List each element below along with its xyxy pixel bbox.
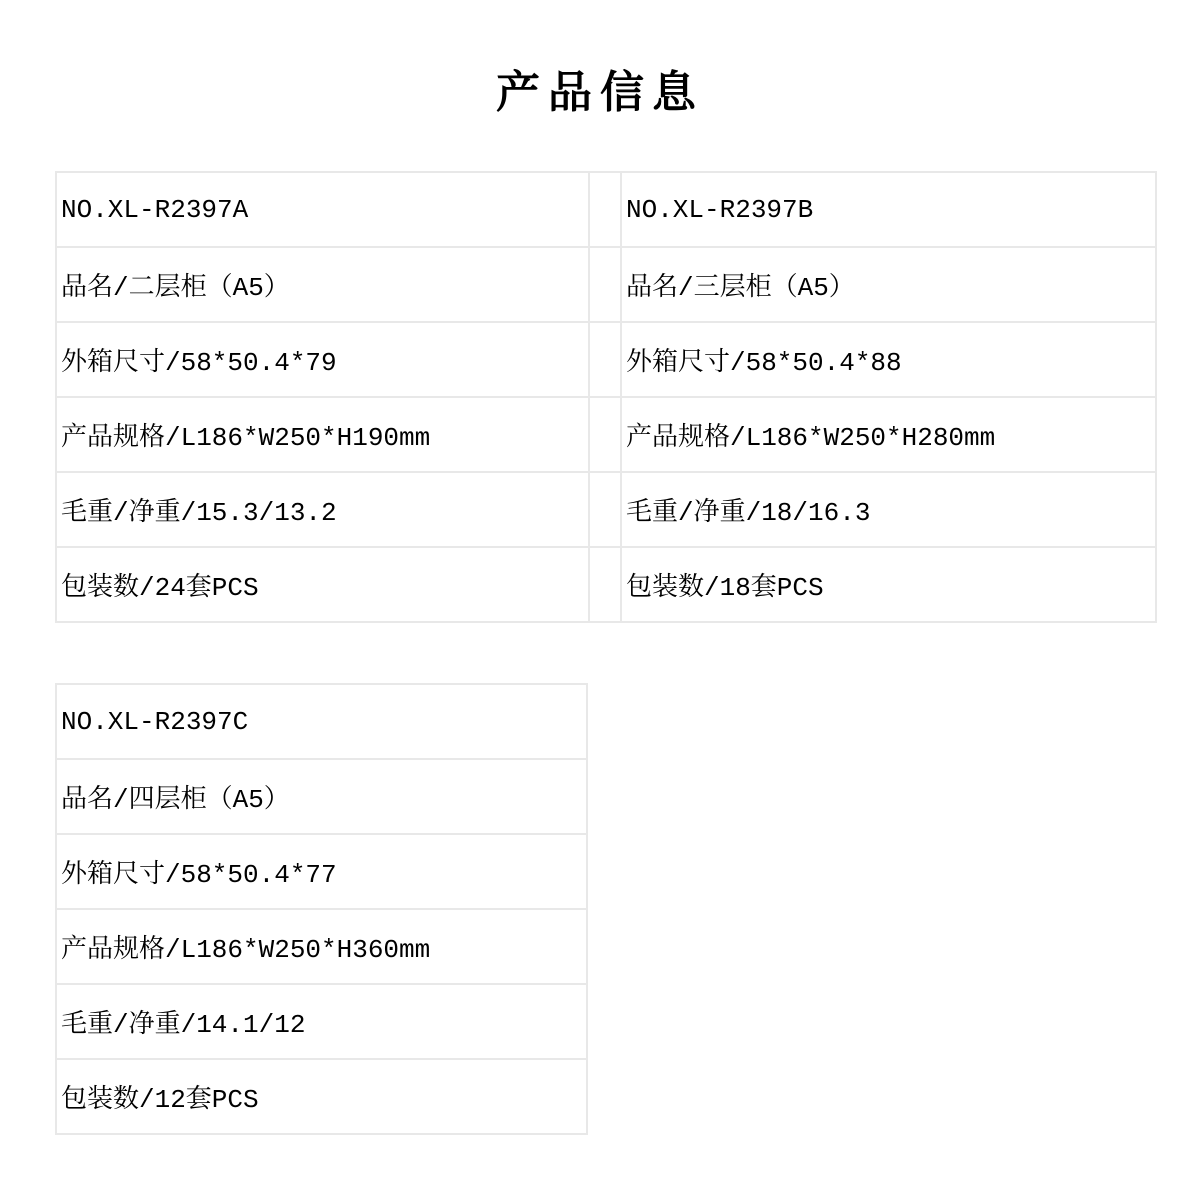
product-a-packing-cell: 包装数/24套PCS <box>56 547 589 622</box>
product-a-spec-cell: 产品规格/L186*W250*H190mm <box>56 397 589 472</box>
product-b-weight-cell: 毛重/净重/18/16.3 <box>621 472 1156 547</box>
table-row <box>56 834 587 909</box>
table-row <box>56 984 587 1059</box>
table-row <box>56 1059 587 1134</box>
product-b-carton-size-cell: 外箱尺寸/58*50.4*88 <box>621 322 1156 397</box>
product-c-weight-cell: 毛重/净重/14.1/12 <box>56 984 587 1059</box>
product-c-carton-size-cell: 外箱尺寸/58*50.4*77 <box>56 834 587 909</box>
table-row <box>56 172 1156 247</box>
spacer-cell <box>589 547 621 622</box>
product-a-weight-cell: 毛重/净重/15.3/13.2 <box>56 472 589 547</box>
table-row <box>56 547 1156 622</box>
spacer-cell <box>589 322 621 397</box>
product-c-name-cell: 品名/四层柜（A5） <box>56 759 587 834</box>
product-a-name-cell: 品名/二层柜（A5） <box>56 247 589 322</box>
table-row <box>56 472 1156 547</box>
product-b-packing-cell: 包装数/18套PCS <box>621 547 1156 622</box>
page-title: 产品信息 <box>496 68 704 117</box>
product-a-model-cell: NO.XL-R2397A <box>56 172 589 247</box>
table-row <box>56 909 587 984</box>
product-a-carton-size-cell: 外箱尺寸/58*50.4*79 <box>56 322 589 397</box>
product-c-spec-cell: 产品规格/L186*W250*H360mm <box>56 909 587 984</box>
table-row <box>56 247 1156 322</box>
table-row <box>56 397 1156 472</box>
product-spec-table-bottom <box>55 683 588 1135</box>
spacer-cell <box>589 397 621 472</box>
table-row <box>56 684 587 759</box>
product-b-name-cell: 品名/三层柜（A5） <box>621 247 1156 322</box>
spacer-cell <box>589 472 621 547</box>
product-b-model-cell: NO.XL-R2397B <box>621 172 1156 247</box>
table-row <box>56 322 1156 397</box>
product-c-model-cell: NO.XL-R2397C <box>56 684 587 759</box>
spacer-cell <box>589 247 621 322</box>
product-b-spec-cell: 产品规格/L186*W250*H280mm <box>621 397 1156 472</box>
product-c-packing-cell: 包装数/12套PCS <box>56 1059 587 1134</box>
product-spec-table-top <box>55 171 1157 623</box>
table-row <box>56 759 587 834</box>
spacer-cell <box>589 172 621 247</box>
